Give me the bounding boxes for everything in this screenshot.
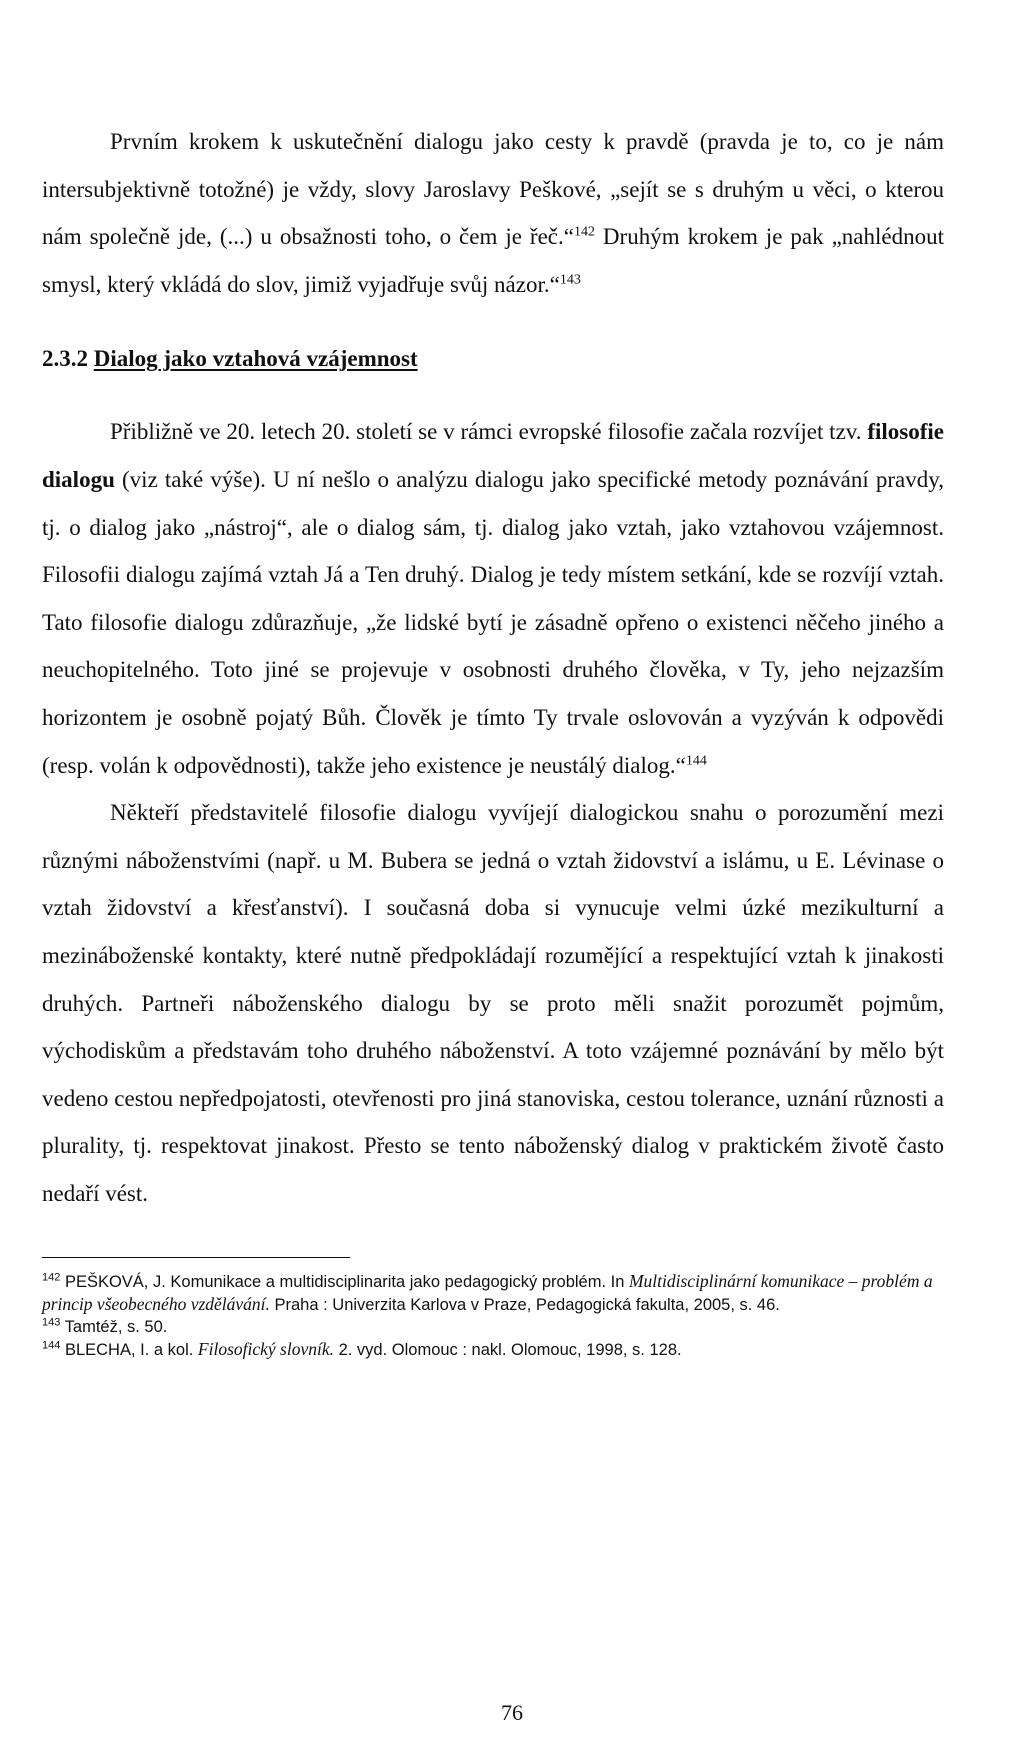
paragraph-text: Prvním krokem k uskutečnění dialogu jako cesty k pravdě (pravda je to, co je nám intersubjektivně totožné) je vždy, slovy Jaroslavy Peškové, „sejít se s druhým u věci, o kterou nám společně jde, (...) u obsažnosti toho, o čem je řeč.“ — [42, 129, 944, 250]
footnote-text: PEŠKOVÁ, J. Komunikace a multidisciplinarita jako pedagogický problém. In — [60, 1273, 629, 1292]
page-number: 76 — [501, 1700, 523, 1725]
footnote-separator — [42, 1257, 350, 1258]
footnote-number: 143 — [42, 1316, 61, 1329]
footnote-title: Multidisciplinární komunikace – problém a princip všeobecného vzdělávání. — [42, 1271, 933, 1315]
section-number: 2.3.2 — [42, 346, 88, 372]
footnote-text: BLECHA, I. a kol. — [60, 1341, 198, 1360]
footnote-ref-142[interactable]: 142 — [573, 224, 595, 240]
paragraph-3: Někteří představitelé filosofie dialogu vyvíjejí dialogickou snahu o porozumění mezi různými náboženstvími (např. u M. Bubera se jedná o vztah židovství a islámu, u E. Lévinase o vztah židovství a křesťanství). I současná doba si vynucuje velmi úzké mezikulturní a mezináboženské kontakty, které nutně předpokládají rozumějící a respektující vztah k jinakosti druhých. Partneři náboženského dialogu by se proto měli snažit porozumět pojmům, východiskům a představám toho druhého náboženství. A toto vzájemné poznávání by mělo být vedeno cestou nepředpojatosti, otevřenosti pro jiná stanoviska, cestou tolerance, uznání různosti a plurality, tj. respektovat jinakost. Přesto se tento náboženský dialog v praktickém životě často nedaří vést. — [42, 800, 944, 1206]
bold-term: filosofie dialogu — [42, 419, 944, 492]
paragraph-text: Přibližně ve 20. letech 20. století se v rámci evropské filosofie začala rozvíjet tzv. — [110, 419, 868, 445]
footnote-text: Tamtéž, s. 50. — [60, 1318, 168, 1337]
footnote-number: 144 — [42, 1339, 61, 1352]
paragraph-text: (viz také výše). U ní nešlo o analýzu dialogu jako specifické metody poznávání pravdy, tj. o dialog jako „nástroj“, ale o dialog sám, tj. dialog jako vztah, jako vztahovou vzájemnost. Filosofii dialogu zajímá vztah Já a Ten druhý. Dialog je tedy místem setkání, kde se rozvíjí vztah. Tato filosofie dialogu zdůrazňuje, „že lidské bytí je zásadně opřeno o existenci něčeho jiného a neuchopitelného. Toto jiné se projevuje v osobnosti druhého člověka, v Ty, jeho nejzazším horizontem je osobně pojatý Bůh. Člověk je tímto Ty trvale oslovován a vyzýván k odpovědi (resp. volán k odpovědnosti), takže jeho existence je neustálý dialog.“ — [42, 466, 944, 778]
footnote-number: 142 — [42, 1271, 61, 1284]
paragraph-1 — [42, 118, 944, 308]
paragraph-2 — [42, 408, 944, 789]
section-title: Dialog jako vztahová vzájemnost — [93, 346, 418, 372]
footnote-text: 2. vyd. Olomouc : nakl. Olomouc, 1998, s. 128. — [334, 1341, 682, 1360]
footnote-143 — [42, 1316, 944, 1338]
footnote-142 — [42, 1270, 944, 1316]
section-heading — [42, 346, 944, 372]
page-content — [42, 118, 944, 1361]
footnote-ref-144[interactable]: 144 — [685, 752, 707, 768]
footnote-title: Filosofický slovník. — [197, 1339, 334, 1360]
footnote-text: Praha : Univerzita Karlova v Praze, Pedagogická fakulta, 2005, s. 46. — [269, 1296, 780, 1315]
paragraph-text: Druhým krokem je pak „nahlédnout smysl, který vkládá do slov, jimiž vyjadřuje svůj názor.“ — [42, 224, 944, 297]
footnotes — [42, 1270, 944, 1361]
footnote-ref-143[interactable]: 143 — [559, 272, 581, 288]
footnote-144 — [42, 1338, 944, 1361]
